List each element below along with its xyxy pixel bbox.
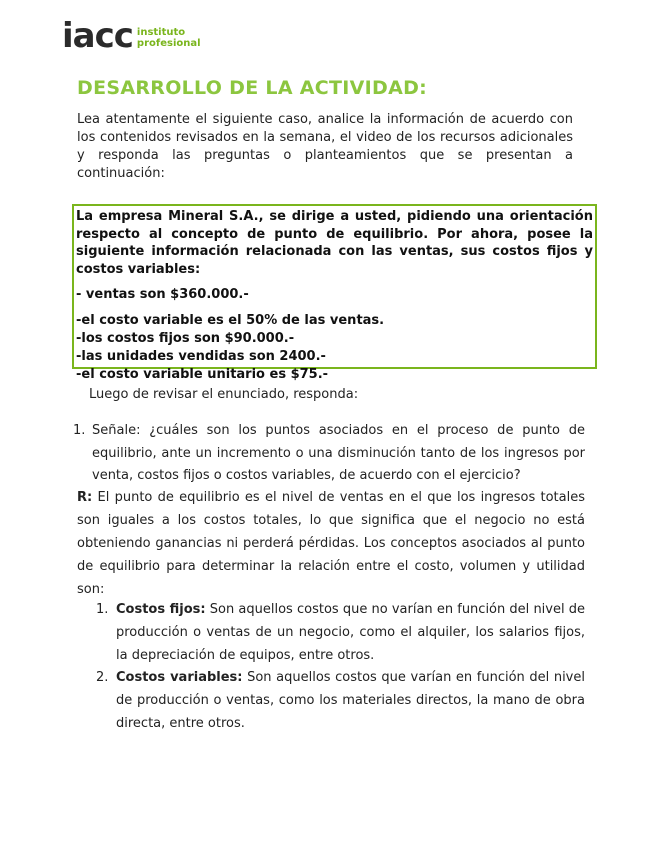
case-item-fixed-cost: -los costos fijos son $90.000.- [76,331,295,346]
logo-line-2: profesional [136,38,201,49]
question-text: Señale: ¿cuáles son los puntos asociados en el proceso de punto de equilibrio, ante un incremento o una disminución tanto de los ingresos por venta, costos fijos o costos variables, de acuerdo con el ejercicio? [92,423,585,483]
case-text: La empresa Mineral S.A., se dirige a usted, pidiendo una orientación respecto al concepto de punto de equilibrio. Por ahora, posee la siguiente información relacionada con las ventas, sus costos fijos y costos variables: [76,209,593,277]
subitem-text: Son aquellos costos que varían en función del nivel de producción o ventas, como los materiales directos, la mano de obra directa, entre otros. [116,670,585,731]
question-number: 1. [73,423,86,438]
subitem-number: 1. [96,602,109,617]
logo-mark: iacc [62,16,133,56]
subitem-text: Son aquellos costos que no varían en función del nivel de producción o ventas de un negocio, como el alquiler, los salarios fijos, la depreciación de equipos, entre otros. [116,602,586,663]
subitem-number: 2. [96,670,109,685]
subitem-term: Costos variables: [116,670,243,685]
instruction-text: Luego de revisar el enunciado, responda: [89,387,359,402]
subitem-fixed-costs [96,598,585,667]
case-item-sales: - ventas son $360.000.- [76,287,249,302]
subitem-term: Costos fijos: [116,602,206,617]
iacc-logo [62,16,201,56]
question-1 [73,420,585,488]
page-title: DESARROLLO DE LA ACTIVIDAD: [77,77,428,99]
intro-paragraph: Lea atentamente el siguiente caso, analice la información de acuerdo con los contenidos revisados en la semana, el video de los recursos adicionales y responda las preguntas o planteamientos que se presentan a continuación: [77,112,573,181]
case-item-units-sold: -las unidades vendidas son 2400.- [76,349,326,364]
answer-text: El punto de equilibrio es el nivel de ventas en el que los ingresos totales son iguales a los costos totales, lo que significa que el negocio no está obteniendo ganancias ni perderá pérdidas. Los conceptos asociados al punto de equilibrio para determinar la relación entre el costo, volumen y utilidad son: [77,490,585,597]
subitem-variable-costs [96,666,585,735]
logo-text [137,27,201,52]
answer-label: R: [77,490,93,505]
answer-paragraph [77,486,585,601]
case-item-variable-cost: -el costo variable es el 50% de las ventas. [76,313,385,328]
case-item-unit-variable-cost: -el costo variable unitario es $75.- [76,367,329,382]
logo-line-1: instituto [136,27,186,38]
case-box [72,204,597,382]
